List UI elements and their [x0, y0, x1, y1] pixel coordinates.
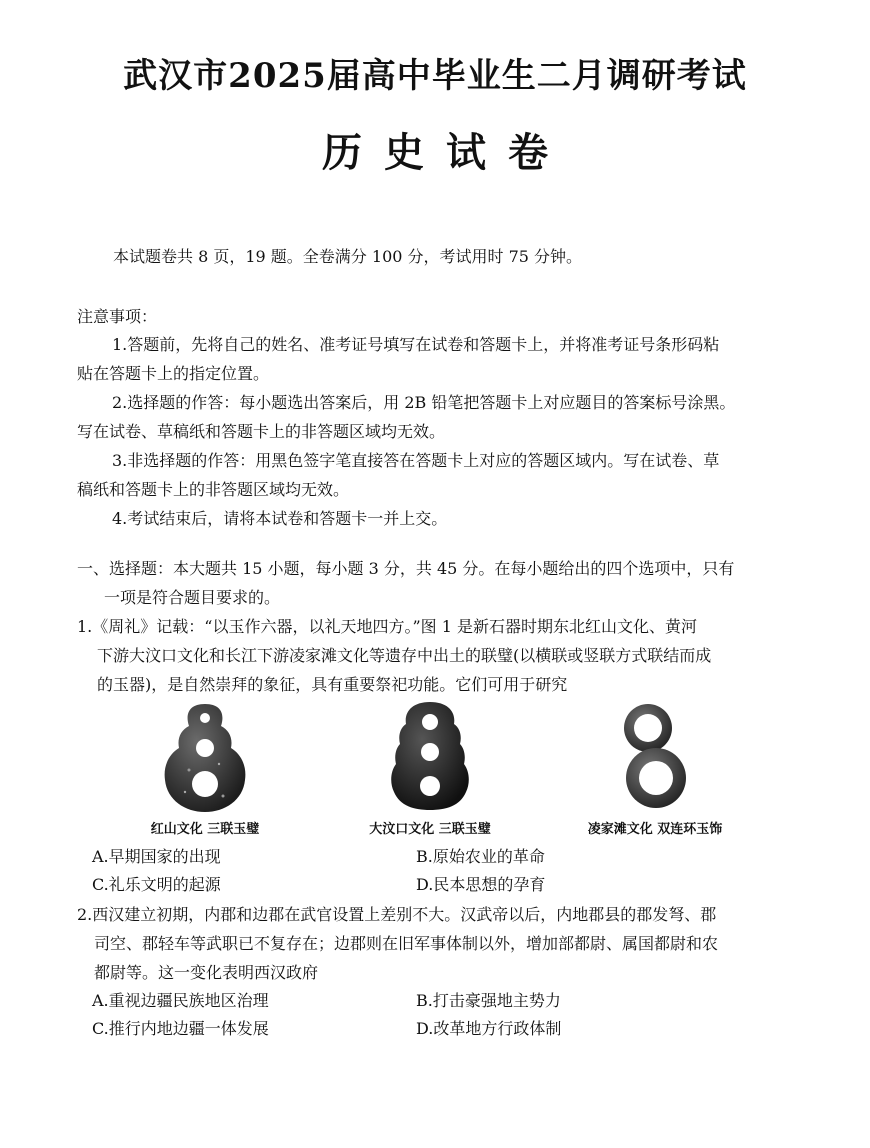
question-1-stem-line-2: 下游大汶口文化和长江下游凌家滩文化等遗存中出土的联璧(以横联或竖联方式联结而成: [97, 646, 712, 665]
notice-item-2-line-2: 写在试卷、草稿纸和答题卡上的非答题区域均无效。: [77, 422, 446, 441]
hongshan-jade-image: [155, 700, 255, 814]
question-2-option-c[interactable]: C.推行内地边疆一体发展: [92, 1019, 269, 1038]
exam-title: 武汉市2025届高中毕业生二月调研考试: [123, 56, 747, 96]
notice-item-3-line-2: 稿纸和答题卡上的非答题区域均无效。: [77, 480, 350, 499]
notice-item-4: 4.考试结束后，请将本试卷和答题卡一并上交。: [112, 509, 448, 528]
notice-item-1-line-1: 1.答题前，先将自己的姓名、准考证号填写在试卷和答题卡上，并将准考证号条形码粘: [112, 335, 720, 354]
question-1-option-b[interactable]: B.原始农业的革命: [416, 847, 545, 866]
section-1-heading-line-2: 一项是符合题目要求的。: [104, 588, 281, 607]
figure-hongshan-caption: 红山文化 三联玉璧: [150, 822, 260, 837]
question-1-stem-line-3: 的玉器)，是自然崇拜的象征，具有重要祭祀功能。它们可用于研究: [97, 675, 568, 694]
question-2-option-d[interactable]: D.改革地方行政体制: [416, 1019, 562, 1038]
question-1-option-a[interactable]: A.早期国家的出现: [92, 847, 221, 866]
figure-lingjiatan-caption: 凌家滩文化 双连环玉饰: [587, 822, 723, 837]
section-1-heading-line-1: 一、选择题：本大题共 15 小题，每小题 3 分，共 45 分。在每小题给出的四个选项中，只有: [77, 559, 735, 578]
notice-item-2-line-1: 2.选择题的作答：每小题选出答案后，用 2B 铅笔把答题卡上对应题目的答案标号涂黑。: [112, 393, 736, 412]
subject-title: 历史试卷: [322, 129, 570, 176]
question-1-option-c[interactable]: C.礼乐文明的起源: [92, 875, 221, 894]
figure-lingjiatan-jade: [612, 700, 696, 812]
notice-item-1-line-2: 贴在答题卡上的指定位置。: [77, 364, 270, 383]
figure-dawenkou-caption: 大汶口文化 三联玉璧: [369, 822, 491, 837]
question-2-stem-line-3: 都尉等。这一变化表明西汉政府: [94, 963, 319, 982]
figure-dawenkou-jade: [382, 700, 478, 812]
intro-text: 本试题卷共 8 页，19 题。全卷满分 100 分，考试用时 75 分钟。: [113, 247, 583, 266]
question-1-option-d[interactable]: D.民本思想的孕育: [416, 875, 546, 894]
dawenkou-jade-image: [390, 700, 470, 812]
question-2-stem-line-1: 2.西汉建立初期，内郡和边郡在武官设置上差别不大。汉武帝以后，内地郡县的郡发弩、郡: [77, 905, 717, 924]
question-2-stem-line-2: 司空、郡轻车等武职已不复存在；边郡则在旧军事体制以外，增加部都尉、属国都尉和农: [94, 934, 719, 953]
question-2-option-a[interactable]: A.重视边疆民族地区治理: [92, 991, 269, 1010]
lingjiatan-jade-image: [618, 700, 690, 812]
question-2-option-b[interactable]: B.打击豪强地主势力: [416, 991, 561, 1010]
question-1-stem-line-1: 1.《周礼》记载：“以玉作六器，以礼天地四方。”图 1 是新石器时期东北红山文化、黄河: [77, 617, 697, 636]
figure-hongshan-jade: [150, 700, 260, 814]
notice-item-3-line-1: 3.非选择题的作答：用黑色签字笔直接答在答题卡上对应的答题区域内。写在试卷、草: [112, 451, 720, 470]
notice-heading: 注意事项：: [77, 307, 158, 326]
